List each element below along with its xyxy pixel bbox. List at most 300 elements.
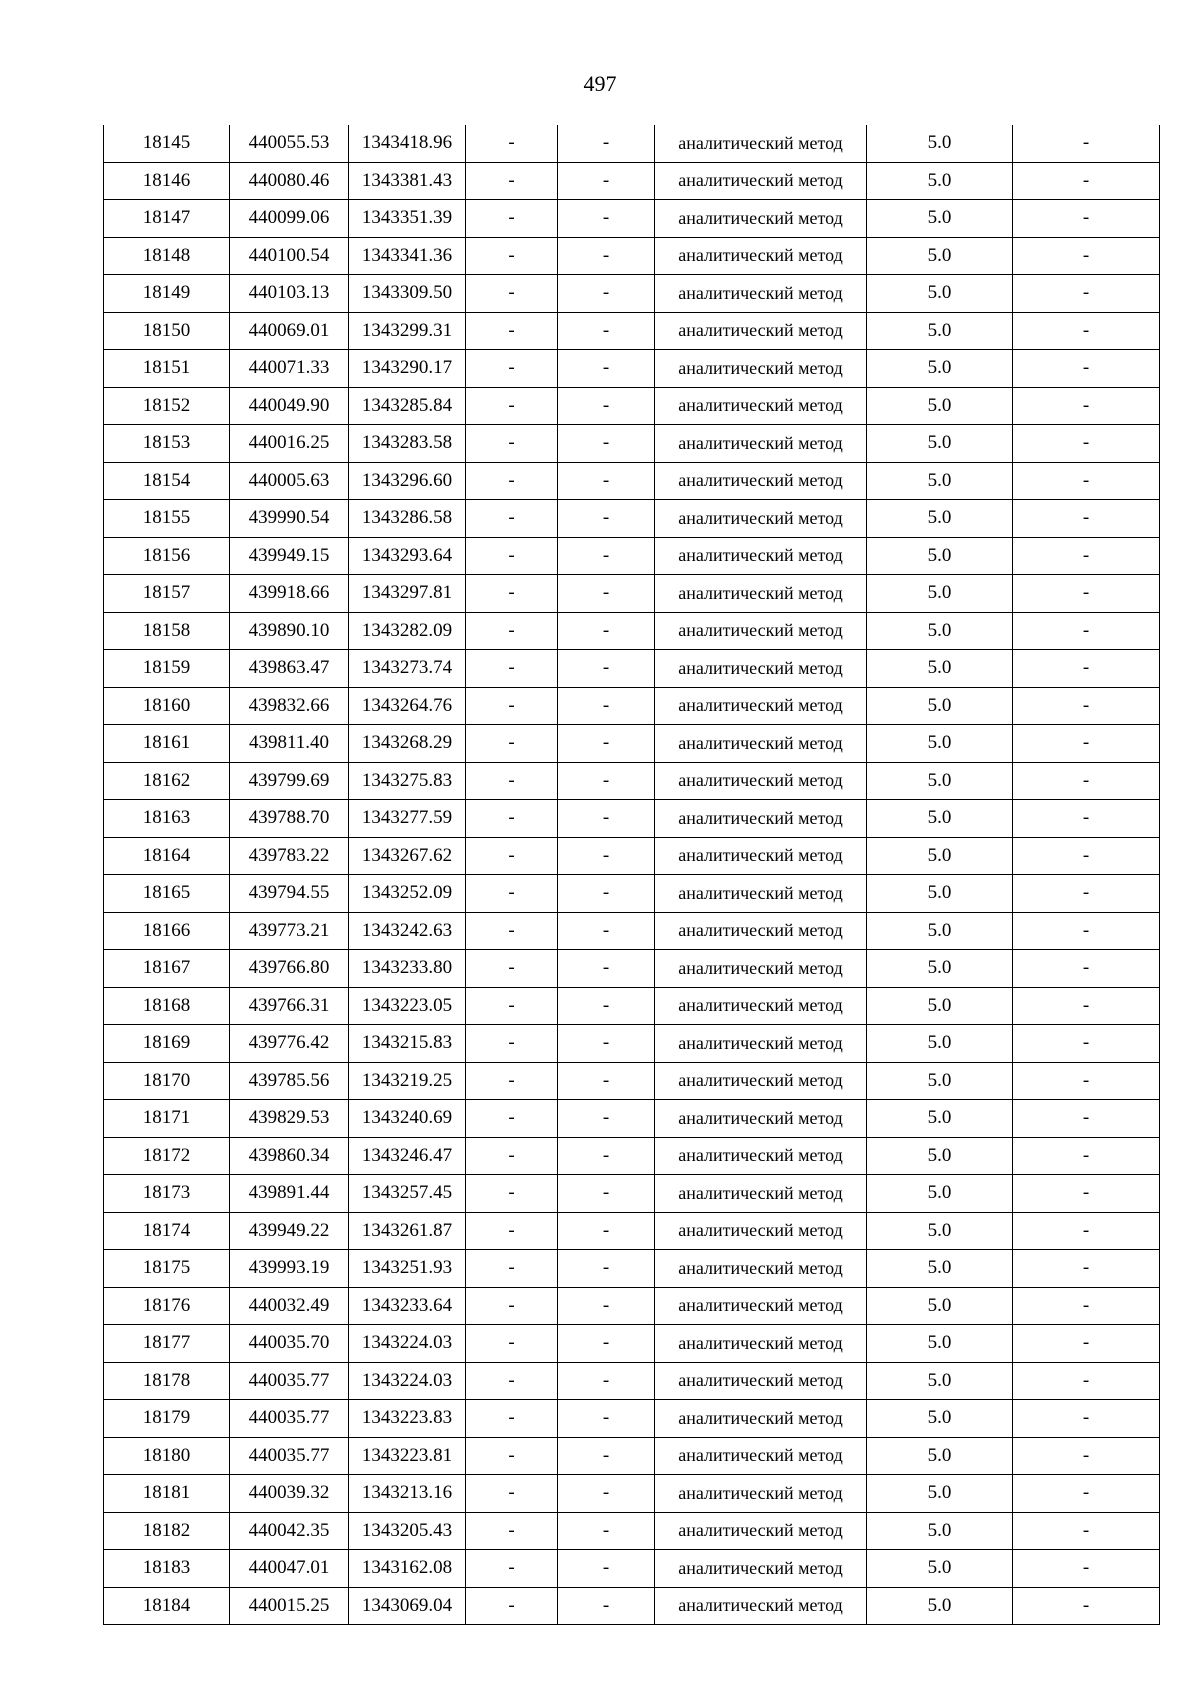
empty-col-8-cell: - bbox=[1013, 912, 1160, 950]
table-row bbox=[104, 875, 1160, 913]
point-number-cell: 18159 bbox=[104, 650, 230, 688]
empty-col-5-cell: - bbox=[558, 1512, 655, 1550]
empty-col-8-cell: - bbox=[1013, 237, 1160, 275]
method-cell: аналитический метод bbox=[655, 1100, 867, 1138]
empty-col-8-cell: - bbox=[1013, 1587, 1160, 1625]
table-row bbox=[104, 275, 1160, 313]
table-row bbox=[104, 837, 1160, 875]
empty-col-5-cell: - bbox=[558, 1062, 655, 1100]
accuracy-cell: 5.0 bbox=[867, 1062, 1013, 1100]
point-number-cell: 18165 bbox=[104, 875, 230, 913]
x-coordinate-cell: 440055.53 bbox=[230, 125, 349, 162]
point-number-cell: 18149 bbox=[104, 275, 230, 313]
empty-col-5-cell: - bbox=[558, 1100, 655, 1138]
method-cell: аналитический метод bbox=[655, 687, 867, 725]
method-cell: аналитический метод bbox=[655, 1512, 867, 1550]
empty-col-8-cell: - bbox=[1013, 425, 1160, 463]
point-number-cell: 18154 bbox=[104, 462, 230, 500]
empty-col-8-cell: - bbox=[1013, 800, 1160, 838]
table-row bbox=[104, 800, 1160, 838]
accuracy-cell: 5.0 bbox=[867, 462, 1013, 500]
point-number-cell: 18145 bbox=[104, 125, 230, 162]
page-number: 497 bbox=[583, 71, 617, 96]
table-row bbox=[104, 762, 1160, 800]
empty-col-4-cell: - bbox=[466, 1400, 558, 1438]
empty-col-5-cell: - bbox=[558, 1137, 655, 1175]
x-coordinate-cell: 439766.80 bbox=[230, 950, 349, 988]
empty-col-4-cell: - bbox=[466, 650, 558, 688]
empty-col-4-cell: - bbox=[466, 837, 558, 875]
empty-col-4-cell: - bbox=[466, 1025, 558, 1063]
y-coordinate-cell: 1343251.93 bbox=[349, 1250, 466, 1288]
table-row bbox=[104, 912, 1160, 950]
y-coordinate-cell: 1343309.50 bbox=[349, 275, 466, 313]
empty-col-5-cell: - bbox=[558, 912, 655, 950]
empty-col-5-cell: - bbox=[558, 275, 655, 313]
point-number-cell: 18176 bbox=[104, 1287, 230, 1325]
empty-col-8-cell: - bbox=[1013, 1475, 1160, 1513]
y-coordinate-cell: 1343252.09 bbox=[349, 875, 466, 913]
accuracy-cell: 5.0 bbox=[867, 612, 1013, 650]
table-row bbox=[104, 1475, 1160, 1513]
point-number-cell: 18161 bbox=[104, 725, 230, 763]
empty-col-5-cell: - bbox=[558, 162, 655, 200]
point-number-cell: 18183 bbox=[104, 1550, 230, 1588]
table-row bbox=[104, 500, 1160, 538]
empty-col-8-cell: - bbox=[1013, 162, 1160, 200]
method-cell: аналитический метод bbox=[655, 237, 867, 275]
accuracy-cell: 5.0 bbox=[867, 950, 1013, 988]
point-number-cell: 18151 bbox=[104, 350, 230, 388]
accuracy-cell: 5.0 bbox=[867, 1287, 1013, 1325]
y-coordinate-cell: 1343213.16 bbox=[349, 1475, 466, 1513]
accuracy-cell: 5.0 bbox=[867, 987, 1013, 1025]
y-coordinate-cell: 1343297.81 bbox=[349, 575, 466, 613]
y-coordinate-cell: 1343273.74 bbox=[349, 650, 466, 688]
table-row bbox=[104, 650, 1160, 688]
method-cell: аналитический метод bbox=[655, 125, 867, 162]
y-coordinate-cell: 1343246.47 bbox=[349, 1137, 466, 1175]
method-cell: аналитический метод bbox=[655, 800, 867, 838]
point-number-cell: 18177 bbox=[104, 1325, 230, 1363]
accuracy-cell: 5.0 bbox=[867, 162, 1013, 200]
accuracy-cell: 5.0 bbox=[867, 1325, 1013, 1363]
table-row bbox=[104, 1587, 1160, 1625]
table-row bbox=[104, 950, 1160, 988]
empty-col-5-cell: - bbox=[558, 575, 655, 613]
x-coordinate-cell: 439811.40 bbox=[230, 725, 349, 763]
table-row bbox=[104, 1400, 1160, 1438]
method-cell: аналитический метод bbox=[655, 500, 867, 538]
table-row bbox=[104, 1062, 1160, 1100]
empty-col-5-cell: - bbox=[558, 762, 655, 800]
accuracy-cell: 5.0 bbox=[867, 1250, 1013, 1288]
empty-col-5-cell: - bbox=[558, 1400, 655, 1438]
empty-col-8-cell: - bbox=[1013, 1025, 1160, 1063]
x-coordinate-cell: 439829.53 bbox=[230, 1100, 349, 1138]
point-number-cell: 18169 bbox=[104, 1025, 230, 1063]
empty-col-4-cell: - bbox=[466, 875, 558, 913]
point-number-cell: 18172 bbox=[104, 1137, 230, 1175]
point-number-cell: 18174 bbox=[104, 1212, 230, 1250]
table-row bbox=[104, 1550, 1160, 1588]
empty-col-8-cell: - bbox=[1013, 1250, 1160, 1288]
empty-col-4-cell: - bbox=[466, 1175, 558, 1213]
method-cell: аналитический метод bbox=[655, 462, 867, 500]
x-coordinate-cell: 439891.44 bbox=[230, 1175, 349, 1213]
empty-col-5-cell: - bbox=[558, 1025, 655, 1063]
y-coordinate-cell: 1343283.58 bbox=[349, 425, 466, 463]
method-cell: аналитический метод bbox=[655, 837, 867, 875]
empty-col-8-cell: - bbox=[1013, 1100, 1160, 1138]
empty-col-8-cell: - bbox=[1013, 1362, 1160, 1400]
empty-col-5-cell: - bbox=[558, 1325, 655, 1363]
y-coordinate-cell: 1343233.64 bbox=[349, 1287, 466, 1325]
empty-col-8-cell: - bbox=[1013, 537, 1160, 575]
empty-col-8-cell: - bbox=[1013, 1437, 1160, 1475]
x-coordinate-cell: 439773.21 bbox=[230, 912, 349, 950]
x-coordinate-cell: 440035.77 bbox=[230, 1362, 349, 1400]
point-number-cell: 18170 bbox=[104, 1062, 230, 1100]
empty-col-5-cell: - bbox=[558, 462, 655, 500]
accuracy-cell: 5.0 bbox=[867, 837, 1013, 875]
accuracy-cell: 5.0 bbox=[867, 800, 1013, 838]
point-number-cell: 18168 bbox=[104, 987, 230, 1025]
method-cell: аналитический метод bbox=[655, 1175, 867, 1213]
x-coordinate-cell: 440035.77 bbox=[230, 1400, 349, 1438]
method-cell: аналитический метод bbox=[655, 912, 867, 950]
empty-col-5-cell: - bbox=[558, 1587, 655, 1625]
y-coordinate-cell: 1343418.96 bbox=[349, 125, 466, 162]
empty-col-4-cell: - bbox=[466, 312, 558, 350]
empty-col-5-cell: - bbox=[558, 200, 655, 238]
method-cell: аналитический метод bbox=[655, 762, 867, 800]
empty-col-5-cell: - bbox=[558, 1362, 655, 1400]
empty-col-4-cell: - bbox=[466, 1287, 558, 1325]
y-coordinate-cell: 1343257.45 bbox=[349, 1175, 466, 1213]
method-cell: аналитический метод bbox=[655, 950, 867, 988]
point-number-cell: 18180 bbox=[104, 1437, 230, 1475]
empty-col-4-cell: - bbox=[466, 462, 558, 500]
empty-col-5-cell: - bbox=[558, 837, 655, 875]
empty-col-5-cell: - bbox=[558, 125, 655, 162]
empty-col-5-cell: - bbox=[558, 950, 655, 988]
y-coordinate-cell: 1343223.05 bbox=[349, 987, 466, 1025]
y-coordinate-cell: 1343215.83 bbox=[349, 1025, 466, 1063]
empty-col-4-cell: - bbox=[466, 200, 558, 238]
empty-col-8-cell: - bbox=[1013, 950, 1160, 988]
table-row bbox=[104, 425, 1160, 463]
y-coordinate-cell: 1343069.04 bbox=[349, 1587, 466, 1625]
table-row bbox=[104, 312, 1160, 350]
accuracy-cell: 5.0 bbox=[867, 1100, 1013, 1138]
empty-col-4-cell: - bbox=[466, 500, 558, 538]
accuracy-cell: 5.0 bbox=[867, 1475, 1013, 1513]
empty-col-4-cell: - bbox=[466, 387, 558, 425]
x-coordinate-cell: 439794.55 bbox=[230, 875, 349, 913]
method-cell: аналитический метод bbox=[655, 537, 867, 575]
accuracy-cell: 5.0 bbox=[867, 912, 1013, 950]
method-cell: аналитический метод bbox=[655, 725, 867, 763]
point-number-cell: 18146 bbox=[104, 162, 230, 200]
empty-col-8-cell: - bbox=[1013, 387, 1160, 425]
empty-col-5-cell: - bbox=[558, 1212, 655, 1250]
empty-col-8-cell: - bbox=[1013, 875, 1160, 913]
point-number-cell: 18171 bbox=[104, 1100, 230, 1138]
empty-col-4-cell: - bbox=[466, 1325, 558, 1363]
empty-col-4-cell: - bbox=[466, 762, 558, 800]
empty-col-8-cell: - bbox=[1013, 575, 1160, 613]
method-cell: аналитический метод bbox=[655, 1475, 867, 1513]
accuracy-cell: 5.0 bbox=[867, 425, 1013, 463]
y-coordinate-cell: 1343381.43 bbox=[349, 162, 466, 200]
accuracy-cell: 5.0 bbox=[867, 1512, 1013, 1550]
y-coordinate-cell: 1343205.43 bbox=[349, 1512, 466, 1550]
x-coordinate-cell: 440016.25 bbox=[230, 425, 349, 463]
x-coordinate-cell: 439783.22 bbox=[230, 837, 349, 875]
table-row bbox=[104, 162, 1160, 200]
empty-col-8-cell: - bbox=[1013, 200, 1160, 238]
accuracy-cell: 5.0 bbox=[867, 1437, 1013, 1475]
point-number-cell: 18155 bbox=[104, 500, 230, 538]
accuracy-cell: 5.0 bbox=[867, 275, 1013, 313]
accuracy-cell: 5.0 bbox=[867, 387, 1013, 425]
method-cell: аналитический метод bbox=[655, 275, 867, 313]
x-coordinate-cell: 440032.49 bbox=[230, 1287, 349, 1325]
table-row bbox=[104, 237, 1160, 275]
y-coordinate-cell: 1343299.31 bbox=[349, 312, 466, 350]
empty-col-5-cell: - bbox=[558, 800, 655, 838]
table-row bbox=[104, 1100, 1160, 1138]
empty-col-4-cell: - bbox=[466, 237, 558, 275]
empty-col-8-cell: - bbox=[1013, 1400, 1160, 1438]
accuracy-cell: 5.0 bbox=[867, 312, 1013, 350]
empty-col-5-cell: - bbox=[558, 1475, 655, 1513]
method-cell: аналитический метод bbox=[655, 1325, 867, 1363]
point-number-cell: 18150 bbox=[104, 312, 230, 350]
y-coordinate-cell: 1343277.59 bbox=[349, 800, 466, 838]
accuracy-cell: 5.0 bbox=[867, 125, 1013, 162]
empty-col-5-cell: - bbox=[558, 237, 655, 275]
y-coordinate-cell: 1343264.76 bbox=[349, 687, 466, 725]
empty-col-8-cell: - bbox=[1013, 312, 1160, 350]
empty-col-4-cell: - bbox=[466, 425, 558, 463]
x-coordinate-cell: 440015.25 bbox=[230, 1587, 349, 1625]
point-number-cell: 18157 bbox=[104, 575, 230, 613]
point-number-cell: 18173 bbox=[104, 1175, 230, 1213]
empty-col-8-cell: - bbox=[1013, 987, 1160, 1025]
y-coordinate-cell: 1343219.25 bbox=[349, 1062, 466, 1100]
y-coordinate-cell: 1343224.03 bbox=[349, 1362, 466, 1400]
empty-col-4-cell: - bbox=[466, 987, 558, 1025]
empty-col-4-cell: - bbox=[466, 1137, 558, 1175]
empty-col-4-cell: - bbox=[466, 162, 558, 200]
accuracy-cell: 5.0 bbox=[867, 875, 1013, 913]
empty-col-4-cell: - bbox=[466, 1587, 558, 1625]
x-coordinate-cell: 439949.15 bbox=[230, 537, 349, 575]
x-coordinate-cell: 439918.66 bbox=[230, 575, 349, 613]
x-coordinate-cell: 440039.32 bbox=[230, 1475, 349, 1513]
table-row bbox=[104, 1175, 1160, 1213]
method-cell: аналитический метод bbox=[655, 1287, 867, 1325]
empty-col-5-cell: - bbox=[558, 725, 655, 763]
method-cell: аналитический метод bbox=[655, 387, 867, 425]
x-coordinate-cell: 440035.77 bbox=[230, 1437, 349, 1475]
point-number-cell: 18162 bbox=[104, 762, 230, 800]
empty-col-4-cell: - bbox=[466, 612, 558, 650]
empty-col-4-cell: - bbox=[466, 1475, 558, 1513]
empty-col-8-cell: - bbox=[1013, 725, 1160, 763]
accuracy-cell: 5.0 bbox=[867, 237, 1013, 275]
accuracy-cell: 5.0 bbox=[867, 1362, 1013, 1400]
method-cell: аналитический метод bbox=[655, 1062, 867, 1100]
method-cell: аналитический метод bbox=[655, 575, 867, 613]
point-number-cell: 18164 bbox=[104, 837, 230, 875]
table-row bbox=[104, 987, 1160, 1025]
empty-col-8-cell: - bbox=[1013, 500, 1160, 538]
point-number-cell: 18178 bbox=[104, 1362, 230, 1400]
accuracy-cell: 5.0 bbox=[867, 1212, 1013, 1250]
empty-col-8-cell: - bbox=[1013, 1175, 1160, 1213]
empty-col-8-cell: - bbox=[1013, 1325, 1160, 1363]
table-row bbox=[104, 612, 1160, 650]
empty-col-4-cell: - bbox=[466, 687, 558, 725]
method-cell: аналитический метод bbox=[655, 1400, 867, 1438]
accuracy-cell: 5.0 bbox=[867, 200, 1013, 238]
table-row bbox=[104, 725, 1160, 763]
empty-col-8-cell: - bbox=[1013, 837, 1160, 875]
method-cell: аналитический метод bbox=[655, 312, 867, 350]
empty-col-8-cell: - bbox=[1013, 650, 1160, 688]
table-row bbox=[104, 462, 1160, 500]
y-coordinate-cell: 1343285.84 bbox=[349, 387, 466, 425]
y-coordinate-cell: 1343162.08 bbox=[349, 1550, 466, 1588]
y-coordinate-cell: 1343240.69 bbox=[349, 1100, 466, 1138]
empty-col-5-cell: - bbox=[558, 650, 655, 688]
method-cell: аналитический метод bbox=[655, 875, 867, 913]
empty-col-4-cell: - bbox=[466, 1550, 558, 1588]
x-coordinate-cell: 439860.34 bbox=[230, 1137, 349, 1175]
point-number-cell: 18182 bbox=[104, 1512, 230, 1550]
table-row bbox=[104, 687, 1160, 725]
table-body bbox=[104, 125, 1160, 1625]
y-coordinate-cell: 1343267.62 bbox=[349, 837, 466, 875]
empty-col-8-cell: - bbox=[1013, 275, 1160, 313]
method-cell: аналитический метод bbox=[655, 1212, 867, 1250]
accuracy-cell: 5.0 bbox=[867, 725, 1013, 763]
empty-col-8-cell: - bbox=[1013, 1550, 1160, 1588]
empty-col-8-cell: - bbox=[1013, 687, 1160, 725]
empty-col-8-cell: - bbox=[1013, 350, 1160, 388]
y-coordinate-cell: 1343286.58 bbox=[349, 500, 466, 538]
x-coordinate-cell: 439949.22 bbox=[230, 1212, 349, 1250]
x-coordinate-cell: 439776.42 bbox=[230, 1025, 349, 1063]
empty-col-5-cell: - bbox=[558, 687, 655, 725]
empty-col-4-cell: - bbox=[466, 1100, 558, 1138]
accuracy-cell: 5.0 bbox=[867, 650, 1013, 688]
method-cell: аналитический метод bbox=[655, 1250, 867, 1288]
x-coordinate-cell: 439863.47 bbox=[230, 650, 349, 688]
empty-col-4-cell: - bbox=[466, 1362, 558, 1400]
y-coordinate-cell: 1343224.03 bbox=[349, 1325, 466, 1363]
method-cell: аналитический метод bbox=[655, 1550, 867, 1588]
method-cell: аналитический метод bbox=[655, 1025, 867, 1063]
table-row bbox=[104, 1287, 1160, 1325]
point-number-cell: 18147 bbox=[104, 200, 230, 238]
accuracy-cell: 5.0 bbox=[867, 537, 1013, 575]
empty-col-4-cell: - bbox=[466, 1062, 558, 1100]
y-coordinate-cell: 1343268.29 bbox=[349, 725, 466, 763]
x-coordinate-cell: 440035.70 bbox=[230, 1325, 349, 1363]
y-coordinate-cell: 1343351.39 bbox=[349, 200, 466, 238]
empty-col-5-cell: - bbox=[558, 500, 655, 538]
point-number-cell: 18152 bbox=[104, 387, 230, 425]
x-coordinate-cell: 439993.19 bbox=[230, 1250, 349, 1288]
x-coordinate-cell: 440042.35 bbox=[230, 1512, 349, 1550]
empty-col-4-cell: - bbox=[466, 1437, 558, 1475]
method-cell: аналитический метод bbox=[655, 425, 867, 463]
point-number-cell: 18160 bbox=[104, 687, 230, 725]
accuracy-cell: 5.0 bbox=[867, 1400, 1013, 1438]
x-coordinate-cell: 440047.01 bbox=[230, 1550, 349, 1588]
table-row bbox=[104, 1250, 1160, 1288]
x-coordinate-cell: 439890.10 bbox=[230, 612, 349, 650]
method-cell: аналитический метод bbox=[655, 1587, 867, 1625]
accuracy-cell: 5.0 bbox=[867, 1137, 1013, 1175]
method-cell: аналитический метод bbox=[655, 200, 867, 238]
point-number-cell: 18153 bbox=[104, 425, 230, 463]
x-coordinate-cell: 439766.31 bbox=[230, 987, 349, 1025]
empty-col-5-cell: - bbox=[558, 987, 655, 1025]
accuracy-cell: 5.0 bbox=[867, 350, 1013, 388]
table-row bbox=[104, 1437, 1160, 1475]
y-coordinate-cell: 1343242.63 bbox=[349, 912, 466, 950]
y-coordinate-cell: 1343261.87 bbox=[349, 1212, 466, 1250]
empty-col-4-cell: - bbox=[466, 1212, 558, 1250]
empty-col-5-cell: - bbox=[558, 1175, 655, 1213]
x-coordinate-cell: 440005.63 bbox=[230, 462, 349, 500]
x-coordinate-cell: 439990.54 bbox=[230, 500, 349, 538]
accuracy-cell: 5.0 bbox=[867, 1025, 1013, 1063]
table-row bbox=[104, 200, 1160, 238]
coordinates-table bbox=[103, 125, 1160, 1625]
accuracy-cell: 5.0 bbox=[867, 1587, 1013, 1625]
empty-col-5-cell: - bbox=[558, 875, 655, 913]
point-number-cell: 18175 bbox=[104, 1250, 230, 1288]
x-coordinate-cell: 440071.33 bbox=[230, 350, 349, 388]
empty-col-8-cell: - bbox=[1013, 462, 1160, 500]
empty-col-4-cell: - bbox=[466, 537, 558, 575]
empty-col-8-cell: - bbox=[1013, 1137, 1160, 1175]
y-coordinate-cell: 1343233.80 bbox=[349, 950, 466, 988]
x-coordinate-cell: 440103.13 bbox=[230, 275, 349, 313]
accuracy-cell: 5.0 bbox=[867, 1550, 1013, 1588]
empty-col-4-cell: - bbox=[466, 1512, 558, 1550]
empty-col-8-cell: - bbox=[1013, 1287, 1160, 1325]
x-coordinate-cell: 439785.56 bbox=[230, 1062, 349, 1100]
y-coordinate-cell: 1343290.17 bbox=[349, 350, 466, 388]
x-coordinate-cell: 440080.46 bbox=[230, 162, 349, 200]
empty-col-8-cell: - bbox=[1013, 125, 1160, 162]
table-row bbox=[104, 575, 1160, 613]
method-cell: аналитический метод bbox=[655, 350, 867, 388]
method-cell: аналитический метод bbox=[655, 987, 867, 1025]
table-row bbox=[104, 537, 1160, 575]
table-row bbox=[104, 350, 1160, 388]
empty-col-4-cell: - bbox=[466, 1250, 558, 1288]
point-number-cell: 18163 bbox=[104, 800, 230, 838]
empty-col-8-cell: - bbox=[1013, 1512, 1160, 1550]
